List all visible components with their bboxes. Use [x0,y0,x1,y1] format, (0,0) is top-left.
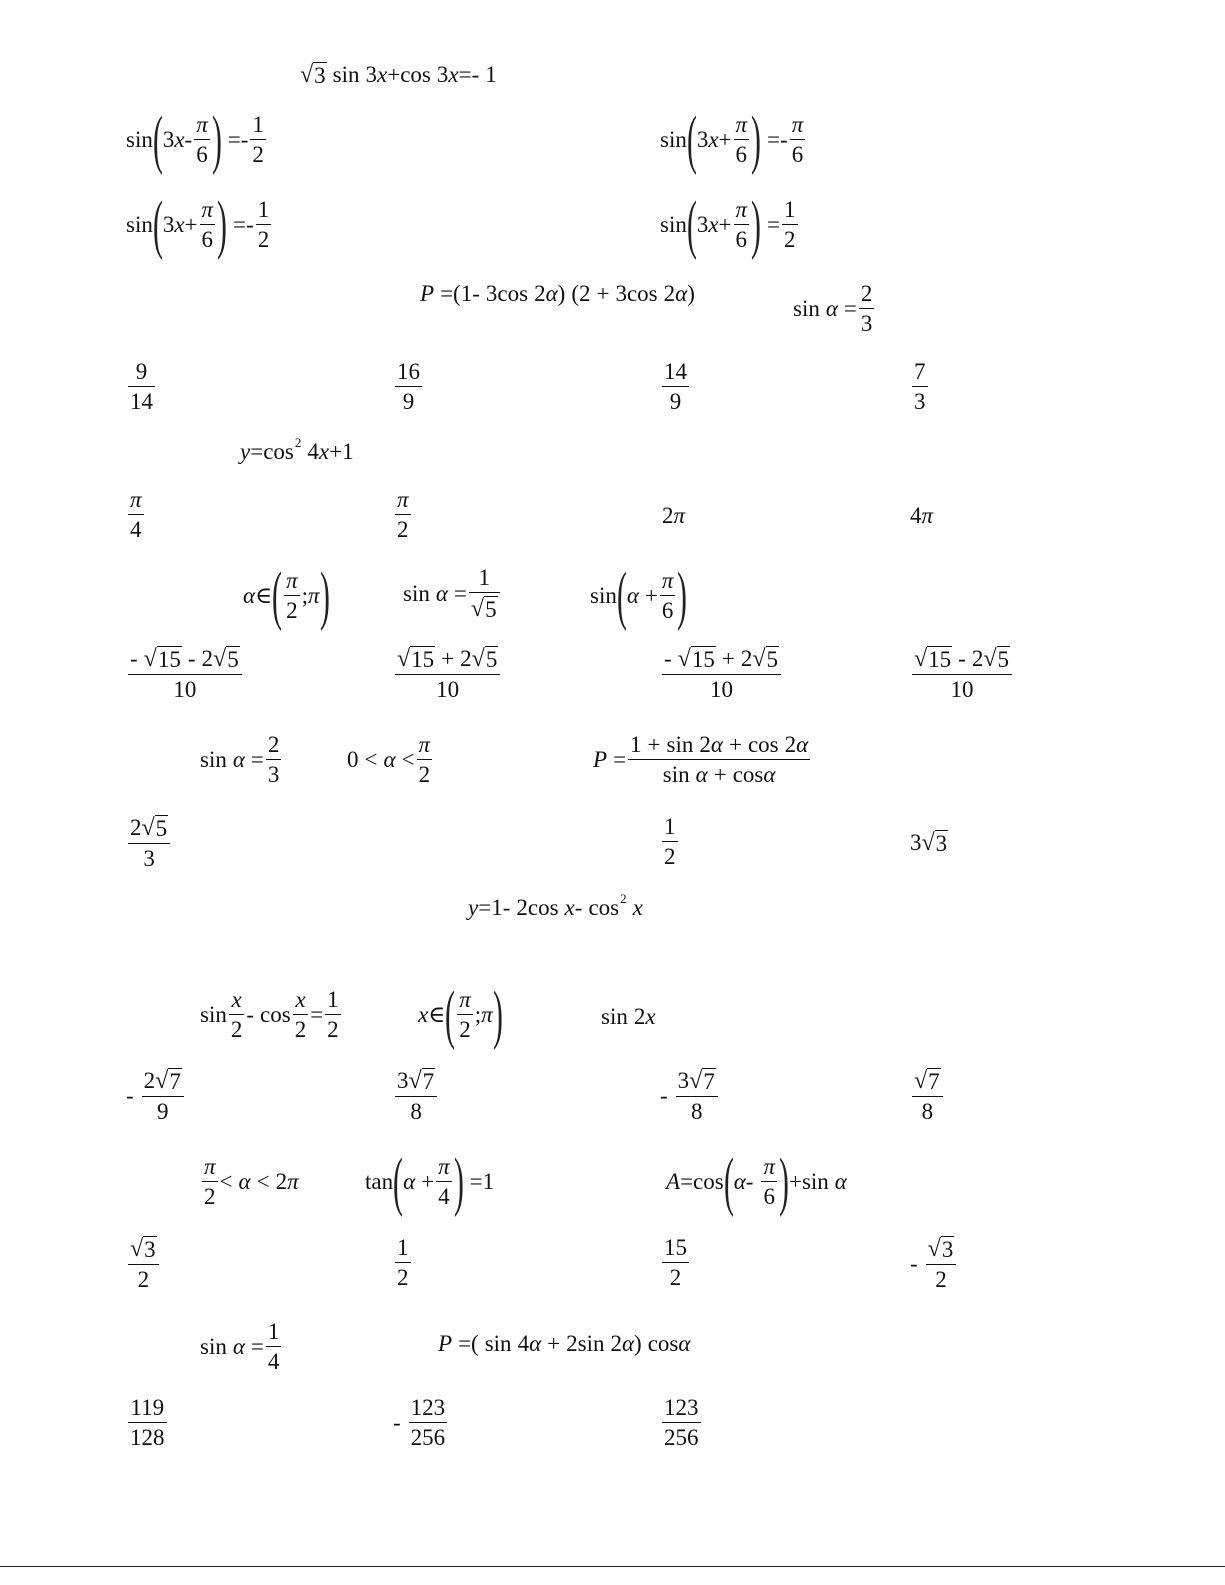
page-bottom-rule [0,1566,1225,1567]
option-1a: sin ( 3 x - π 6 ) = - 1 2 [126,103,264,176]
option-2b: 16 9 [397,359,420,414]
option-4c: - √ 15 + 2 √ 5 10 [660,646,783,701]
option-3b: π 2 [397,487,409,542]
option-3a: π 4 [130,487,142,542]
problem5-range: 0 < α < π 2 [347,732,431,787]
problem9-expression: P = ( sin 4 α + 2 sin 2 α ) cos α [438,1331,691,1356]
problem2-expression: P = ( 1 - 3 cos 2 α ) ( 2 + 3 cos 2 α ) [420,281,695,306]
sqrt-3: √ 3 [300,62,326,88]
problem1-equation: √ 3 sin 3 x + cos 3 x = - 1 [300,62,497,88]
problem7-equation: sin x 2 - cos $\frac{x}{2}$ = $\frac{1}{2}$ [200,987,339,1042]
problem4-condition: α ∈ ( π 2 ; π ) [243,559,330,632]
option-1d: sin ( 3 x + $\frac{\pi}{6}$ ) = $\frac{1}{2}$ [660,188,796,261]
option-3d: 4 π [910,503,934,528]
option-9c: 123 256 [664,1395,699,1450]
problem4-sin-value: sin α = 1 √ 5 [403,566,502,621]
problem7-condition: x ∈ ( π 2 ; π ) [418,978,503,1051]
option-8d: - √ 3 2 [910,1236,958,1291]
option-5a: 2 √ 5 3 [126,815,172,870]
option-2a: 9 14 [130,359,153,414]
problem7-target: sin 2 x [601,1004,656,1029]
option-7b: 3 √ 7 8 [393,1068,439,1123]
option-8b: 1 2 [397,1235,409,1290]
option-2c: 14 9 [664,359,687,414]
problem8-tan-equation: tan ( α + $\frac{\pi}{4}$ ) = 1 [365,1145,495,1218]
problem5-expression: P = $\frac{1 + \sin 2\alpha + \cos 2\alpha}{\text{sin α + cosα}}$ [593,732,809,787]
option-4d: √ 15 - 2 √ 5 10 [910,646,1014,701]
problem6-function: y = 1 - 2 cos x - cos 2 x [468,891,643,920]
problem8-range: π 2 < α < 2 π [204,1154,299,1209]
option-9a: 119 128 [130,1395,165,1450]
option-8c: 15 2 [664,1235,687,1290]
option-7c: - 3 √ 7 8 [660,1068,720,1123]
problem3-function: y = cos 2 4 x + 1 [240,435,354,464]
option-9b: - 123 256 [393,1395,446,1450]
problem4-target: sin ( α + $\frac{\pi}{6}$ ) [590,559,688,632]
problem9-sin-value: sin α = $\frac{1}{4}$ [200,1319,280,1374]
option-2d: 7 3 [914,359,926,414]
problem2-condition: sin α = $\frac{2}{3}$ [793,281,873,336]
option-7a: - 2 √ 7 9 [126,1068,186,1123]
option-7d: √ 7 8 [910,1068,945,1123]
option-5b: 1 2 [664,814,676,869]
problem5-sin-value: sin α = $\frac{2}{3}$ [200,732,280,787]
option-1c: sin ( 3 x + $\frac{\pi}{6}$ ) = - 1 2 [126,188,270,261]
option-4a: - √ 15 - 2 √ 5 10 [126,646,244,701]
option-4b: √ 15 + 2 √ 5 10 [393,646,502,701]
option-1b: sin ( 3 x + $\frac{\pi}{6}$ ) = - π 6 [660,103,804,176]
option-8a: √ 3 2 [126,1236,161,1291]
option-3c: 2 π [662,503,686,528]
option-5c: 3 √ 3 [910,830,948,856]
problem8-expression: A = cos ( α - π 6 ) + sin α [666,1145,847,1218]
